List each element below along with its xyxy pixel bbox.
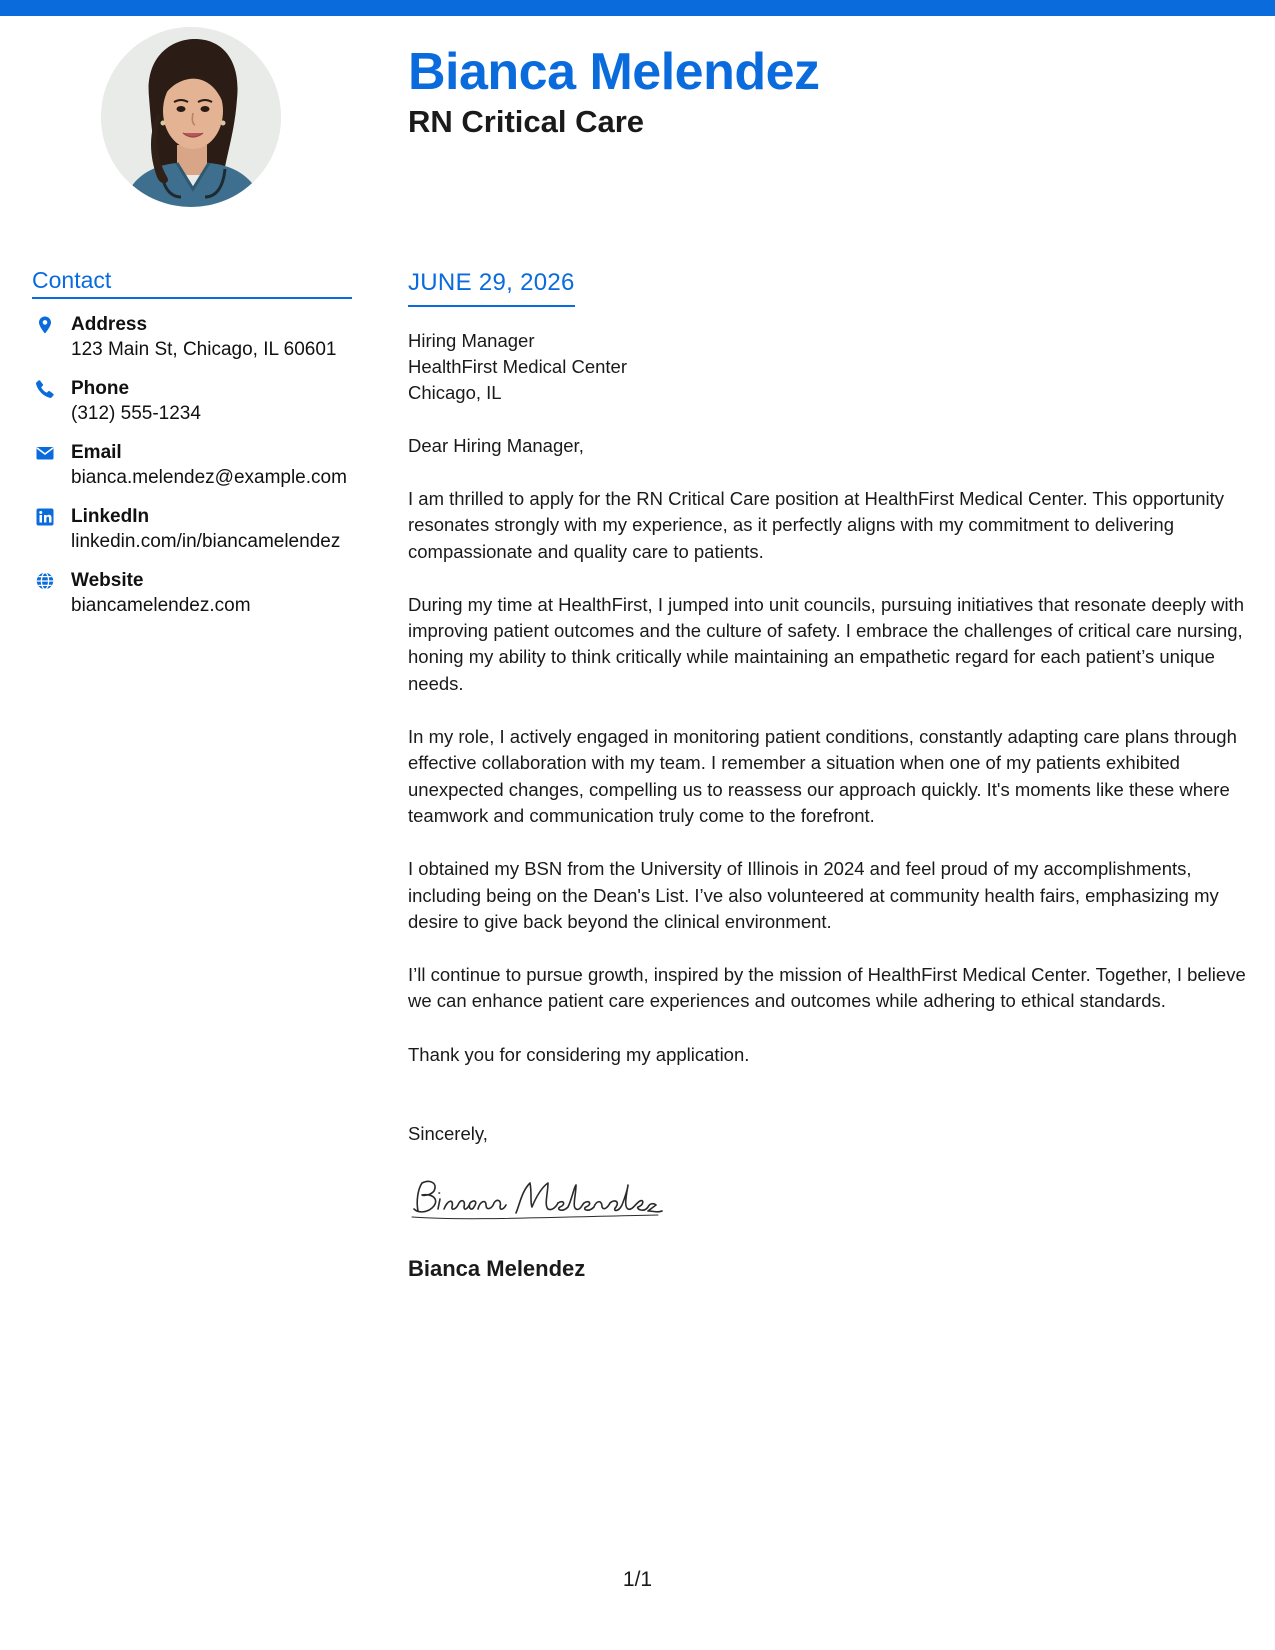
letter-paragraph: I obtained my BSN from the University of Illinois in 2024 and feel proud of my accomplishments, including being on the Dean's List. I’ve also volunteered at community health fairs, emphasizing my desire to give back beyond the clinical environment. [408, 858, 1219, 932]
contact-value: 123 Main St, Chicago, IL 60601 [71, 339, 337, 360]
letter-paragraph: During my time at HealthFirst, I jumped into unit councils, pursuing initiatives that resonate deeply with improving patient outcomes and the culture of safety. I embrace the challenges of critical care nursing, honing my ability to think critically while maintaining an empathetic regard for each patient’s unique needs. [408, 593, 1244, 694]
letter-body [408, 268, 1248, 1283]
recipient-line: Chicago, IL [408, 382, 502, 403]
contact-item-email [32, 441, 352, 490]
closing: Sincerely, [408, 1123, 488, 1145]
salutation: Dear Hiring Manager, [408, 435, 584, 456]
letter-paragraph: I’ll continue to pursue growth, inspired by the mission of HealthFirst Medical Center. Together, I believe we can enhance patient care experiences and outcomes while adhering to ethical standards. [408, 964, 1246, 1012]
letter-date: JUNE 29, 2026 [408, 268, 575, 307]
recipient-block [408, 328, 1248, 406]
letter-paragraph: I am thrilled to apply for the RN Critical Care position at HealthFirst Medical Center. This opportunity resonates strongly with my experience, as it perfectly aligns with my commitment to delivering compassionate and quality care to patients. [408, 488, 1225, 562]
contact-label: Phone [71, 378, 130, 399]
letter-paragraph: Thank you for considering my application. [408, 1043, 750, 1065]
candidate-role: RN Critical Care [408, 104, 645, 139]
letter-paragraph: In my role, I actively engaged in monitoring patient conditions, constantly adapting care plans through effective collaboration with my team. I remember a situation when one of my patients exhibited unexpected changes, compelling us to reassess our approach quickly. It's moments like these where teamwork and communication truly come to the forefront. [408, 726, 1237, 826]
location-pin-icon [35, 315, 55, 335]
avatar [101, 27, 281, 207]
contact-value: biancamelendez.com [71, 595, 251, 616]
top-accent-bar [0, 0, 1275, 16]
envelope-icon [35, 443, 55, 463]
candidate-name: Bianca Melendez [408, 43, 820, 101]
contact-label: LinkedIn [71, 506, 150, 527]
contact-value: bianca.melendez@example.com [71, 467, 347, 488]
phone-icon [35, 379, 55, 399]
page-number: 1/1 [622, 1568, 653, 1591]
contact-label: Website [71, 570, 144, 591]
contact-label: Address [71, 314, 148, 335]
handwritten-signature [408, 1173, 1248, 1229]
recipient-line: HealthFirst Medical Center [408, 356, 627, 377]
contact-value: linkedin.com/in/biancamelendez [71, 531, 341, 552]
globe-icon [35, 571, 55, 591]
contact-heading: Contact [32, 266, 352, 299]
recipient-line: Hiring Manager [408, 330, 535, 351]
contact-item-phone [32, 377, 352, 426]
contact-sidebar [32, 266, 352, 633]
linkedin-icon [35, 507, 55, 527]
contact-item-linkedin [32, 505, 352, 554]
contact-value: (312) 555-1234 [71, 403, 201, 424]
contact-label: Email [71, 442, 122, 463]
contact-item-website [32, 569, 352, 618]
contact-item-address [32, 313, 352, 362]
signed-name: Bianca Melendez [408, 1256, 586, 1282]
